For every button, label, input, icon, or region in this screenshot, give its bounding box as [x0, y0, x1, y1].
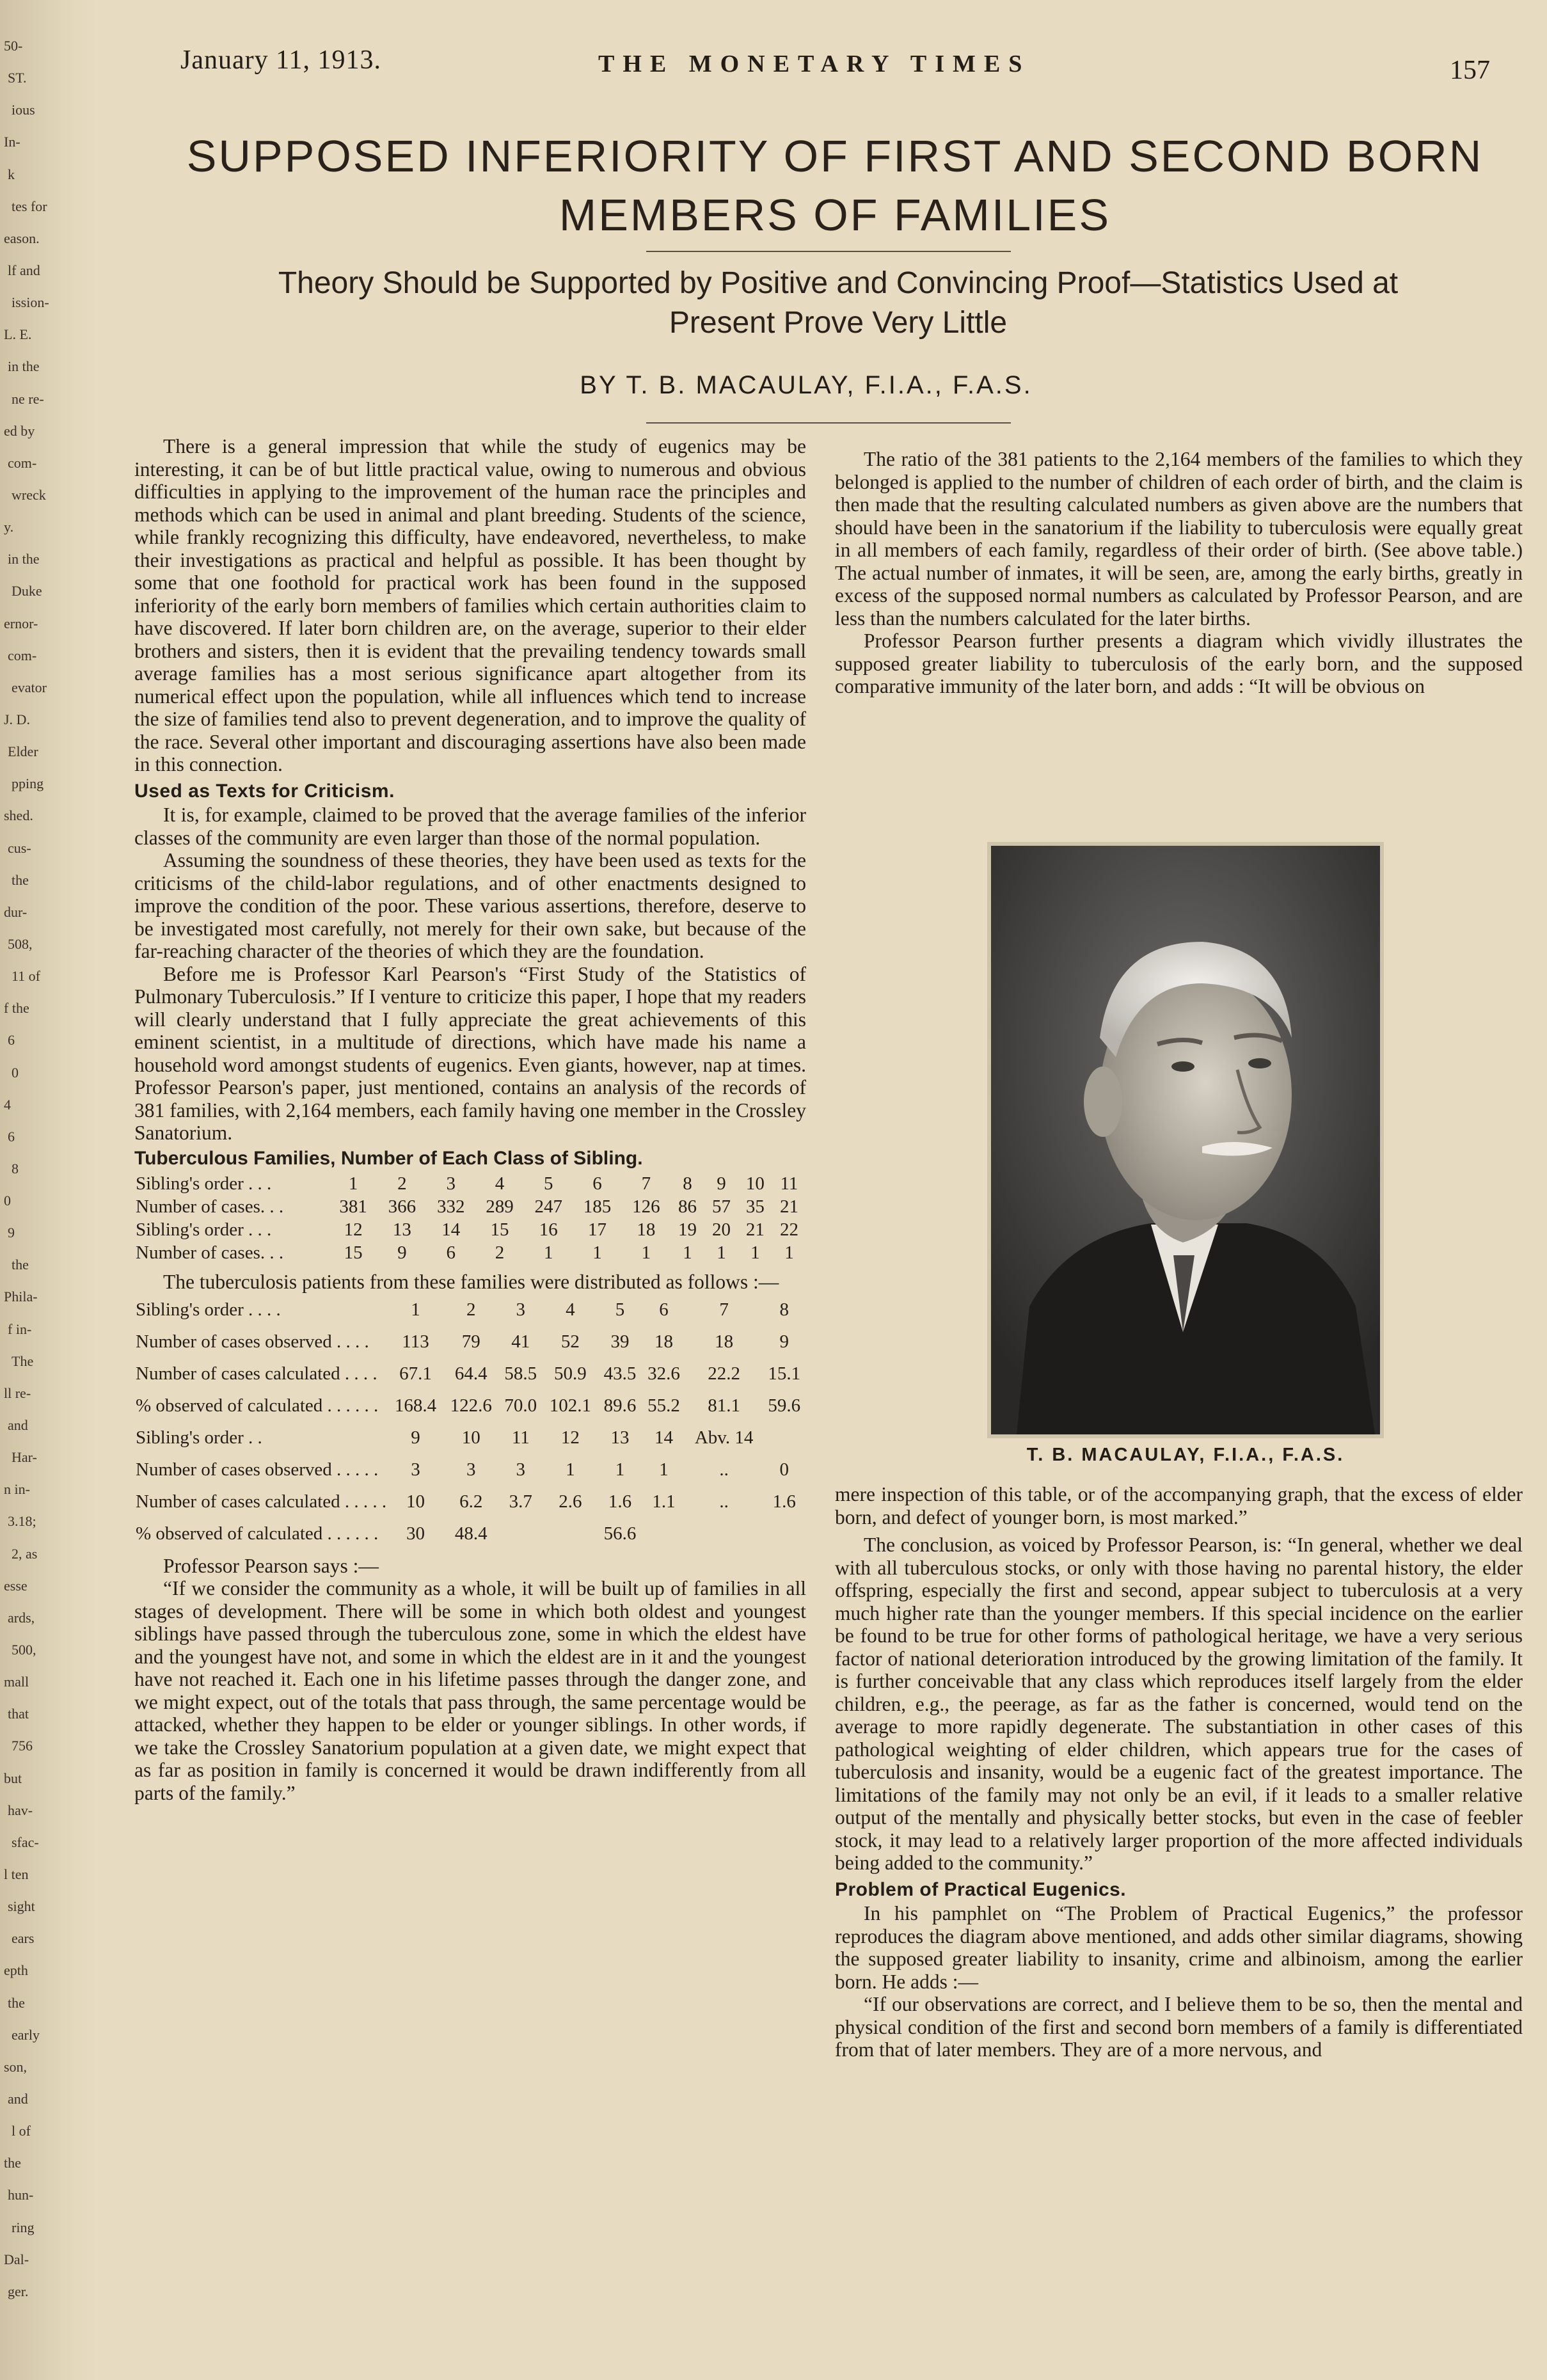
gutter-fragment: sight: [8, 1898, 35, 1915]
gutter-fragment: ST.: [8, 70, 27, 86]
gutter-fragment: esse: [4, 1577, 28, 1594]
table-cell: 9: [717, 1173, 726, 1194]
table-caption: Tuberculous Families, Number of Each Class of Sibling.: [134, 1147, 643, 1169]
table-cell: 1.1: [652, 1491, 676, 1512]
table-cell: 5: [615, 1299, 625, 1320]
table-cell: 22: [779, 1219, 798, 1240]
row-label: % observed of calculated . . . . . .: [136, 1523, 379, 1544]
gutter-fragment: that: [8, 1706, 29, 1722]
gutter-fragment: ission-: [12, 294, 49, 311]
row-label: % observed of calculated . . . . . .: [136, 1395, 379, 1416]
table-cell: 4: [566, 1299, 575, 1320]
table-cell: 41: [511, 1331, 530, 1352]
paragraph: Assuming the soundness of these theories, they have been used as texts for the criticisms of the child-labor regulations, and of other enactments designed to improve the condition of the poor. These various assertions, therefore, deserve to be investigated most carefully, not merely for their own sake, but because of the far-reaching character of the theories of which they are the foundation.: [134, 849, 806, 962]
table-row: [134, 1390, 806, 1422]
table-cell: 16: [539, 1219, 558, 1240]
table-cell: 3: [466, 1459, 476, 1480]
table-row: [134, 1486, 806, 1518]
table-cell: 48.4: [454, 1523, 488, 1544]
subheading: Problem of Practical Eugenics.: [835, 1878, 1127, 1900]
table-cell: 50.9: [554, 1363, 587, 1384]
table-cell: 2: [466, 1299, 476, 1320]
quoted-paragraph: “If our observations are correct, and I believe them to be so, then the mental and physical condition of the first and second born members of a family is differentiated from that of later members. They are of a more nervous, and: [835, 1993, 1523, 2061]
gutter-fragment: dur-: [4, 903, 28, 920]
gutter-fragment: in the: [8, 358, 40, 375]
gutter-fragment: ears: [12, 1930, 35, 1947]
gutter-fragment: n in-: [4, 1481, 30, 1498]
deck-line-2: Present Prove Very Little: [669, 306, 1008, 340]
gutter-fragment: 11 of: [12, 968, 41, 985]
table-cell: 11: [780, 1173, 798, 1194]
table-row: [134, 1358, 806, 1390]
table-cell: 30: [406, 1523, 425, 1544]
gutter-fragment: ger.: [8, 2283, 29, 2299]
issue-date: January 11, 1913.: [180, 45, 382, 75]
table-cell: 1: [659, 1459, 669, 1480]
table-cell: 168.4: [394, 1395, 437, 1416]
table-cell: 1: [717, 1242, 726, 1263]
headline-line-1: SUPPOSED INFERIORITY OF FIRST AND SECOND BORN: [186, 131, 1484, 181]
table-cell: 9: [397, 1242, 407, 1263]
table-row: [134, 1218, 806, 1241]
table-row: [134, 1241, 806, 1264]
table-cell: 2: [495, 1242, 505, 1263]
table-cell: 4: [495, 1173, 505, 1194]
table-cell: 57: [711, 1196, 731, 1217]
table-cell: 1.6: [608, 1491, 632, 1512]
quoted-paragraph: “If we consider the community as a whole, it will be built up of families in all stages of development. There will be some in which both oldest and youngest siblings have passed through the tuberculous zone, some in which the eldest have and the youngest have not, and some in which the eldest are in it and the youngest have not reached it. Each one in his lifetime passes through the danger zone, and we might expect, out of the totals that pass through, the same percentage would be attacked, whether they happen to be elder or younger siblings. In other words, if we take the Crossley Sanatorium population at a given date, we might expect that as far as position in family is concerned it would be drawn indifferently from all parts of the family.”: [134, 1577, 806, 1804]
right-column-top: [835, 448, 1523, 698]
table-cell: 64.4: [454, 1363, 488, 1384]
gutter-fragment: l ten: [4, 1866, 29, 1883]
gutter-fragment: com-: [8, 647, 37, 663]
gutter-fragment: 756: [12, 1738, 33, 1754]
table-cell: 8: [683, 1173, 692, 1194]
table-cell: [642, 1518, 686, 1550]
gutter-fragment: evator: [12, 679, 47, 695]
table-cell: 10: [745, 1173, 765, 1194]
gutter-fragment: Phila-: [4, 1289, 38, 1305]
table-cell: 21: [779, 1196, 798, 1217]
table-cell: 7: [641, 1173, 651, 1194]
gutter-fragment: f in-: [8, 1321, 32, 1337]
table-cell: 14: [441, 1219, 461, 1240]
gutter-fragment: early: [12, 2026, 40, 2043]
table-cell: 122.6: [450, 1395, 492, 1416]
table-cell: 12: [560, 1427, 580, 1448]
paragraph: In his pamphlet on “The Problem of Practical Eugenics,” the professor reproduces the diagram above mentioned, and adds other similar diagrams, showing the supposed greater liability to insanity, crime and albinoism, among the earlier born. He adds :—: [835, 1902, 1523, 1993]
right-column-bottom: [835, 1483, 1523, 2061]
table-cell: 81.1: [708, 1395, 740, 1416]
byline: BY T. B. MACAULAY, F.I.A., F.A.S.: [580, 371, 1033, 399]
table-cell: 1: [544, 1242, 553, 1263]
masthead: THE MONETARY TIMES: [598, 51, 1031, 77]
gutter-fragment: in the: [8, 551, 40, 567]
row-label: Number of cases observed . . . . .: [136, 1459, 379, 1480]
table-cell: 332: [436, 1196, 465, 1217]
table-cell: 13: [610, 1427, 630, 1448]
table-cell: 21: [745, 1219, 765, 1240]
paragraph: The conclusion, as voiced by Professor Pearson, is: “In general, whether we deal with all tuberculous stocks, or only with those having no parental history, the elder offspring, especially the first and second, appear subject to tuberculosis at a very much higher rate than the younger members. If this special incidence on the earlier be found to be true for other forms of pathological heritage, we have a very serious factor of national deterioration introduced by the growing limitation of the family. It is further conceivable that any class which reproduces itself largely from the elder children, e.g., the peerage, as far as the father is concerned, would tend on the average to more rapidly degenerate. The substantiation in other cases of this pathological weighting of elder children, which appears true for the cases of tuberculosis and insanity, would be a eugenic fact of the greatest importance. The limitations of the family may not only be an evil, if it leads to a smaller relative output of the mentally and physically better stocks, but even in the case of feebler stock, it may lead to a relatively larger proportion of the more affected individuals being added to the community.”: [835, 1534, 1523, 1874]
table-cell: 22.2: [708, 1363, 740, 1384]
row-label: Sibling's order . . .: [136, 1173, 272, 1194]
gutter-fragment: J. D.: [4, 711, 30, 727]
article-deck: [147, 264, 1529, 343]
table-cell: 9: [411, 1427, 420, 1448]
table-cell: 1: [683, 1242, 692, 1263]
paragraph: The tuberculosis patients from these families were distributed as follows :—: [163, 1271, 779, 1293]
row-label: Number of cases. . .: [136, 1196, 284, 1217]
table-row: [134, 1294, 806, 1326]
table-cell: 113: [402, 1331, 429, 1352]
paragraph: There is a general impression that while the study of eugenics may be interesting, it can be of but little practical value, owing to numerous and obvious difficulties in applying to the improvement of the human race the principles and methods which can be used in animal and plant breeding. Students of the science, while frankly recognizing this difficulty, have endeavored, nevertheless, to make their investigations as practical and helpful as possible. It has been thought by some that one foothold for practical work has been found in the supposed inferiority of the early born members of families which certain authorities claim to have discovered. If later born children are, on the average, superior to their elder brothers and sisters, then it is evident that the prevailing tendency towards small average families has a most serious significance apart altogether from its numerical effect upon the population, while all influences which tend to increase the size of families tend also to prevent degeneration, and to improve the quality of the race. Several other important and discouraging assertions have also been made in this connection.: [134, 435, 806, 775]
gutter-fragment: cus-: [8, 839, 31, 856]
row-label: Number of cases calculated . . . . .: [136, 1491, 387, 1512]
gutter-fragment: f the: [4, 1000, 29, 1017]
table-cell: 1.6: [772, 1491, 796, 1512]
gutter-fragment: 0: [4, 1193, 11, 1209]
gutter-fragment: hun-: [8, 2187, 34, 2203]
gutter-fragment: 6: [8, 1032, 15, 1049]
gutter-fragment: 9: [8, 1225, 15, 1241]
table-cell: 89.6: [603, 1395, 637, 1416]
table-cell: 1: [784, 1242, 794, 1263]
row-label: Sibling's order . . .: [136, 1219, 272, 1240]
gutter-fragment: 508,: [8, 935, 33, 952]
table-cell: 102.1: [549, 1395, 592, 1416]
gutter-fragment: Har-: [12, 1449, 37, 1466]
table-cell: 3: [516, 1459, 526, 1480]
table-cell: 1: [411, 1299, 420, 1320]
row-label: Number of cases observed . . . .: [136, 1331, 369, 1352]
table-cell: 70.0: [504, 1395, 537, 1416]
left-column: [134, 435, 806, 1804]
table-cell: 7: [719, 1299, 729, 1320]
row-label: Number of cases calculated . . . .: [136, 1363, 377, 1384]
table-cell: 20: [711, 1219, 731, 1240]
gutter-fragment: shed.: [4, 807, 33, 824]
sibling-count-table: [134, 1172, 806, 1264]
gutter-fragment: ring: [12, 2219, 35, 2235]
gutter-fragment: k: [8, 166, 15, 182]
table-cell: 5: [544, 1173, 553, 1194]
table-cell: 15: [344, 1242, 363, 1263]
paragraph: mere inspection of this table, or of the accompanying graph, that the excess of elder born, and defect of younger born, is most marked.”: [835, 1483, 1523, 1528]
table-cell: 185: [583, 1196, 612, 1217]
portrait-image: [991, 846, 1380, 1434]
table-cell: 58.5: [504, 1363, 537, 1384]
table-cell: 3: [446, 1173, 456, 1194]
paragraph: It is, for example, claimed to be proved that the average families of the inferior classes of the community are even larger than those of the normal population.: [134, 804, 806, 849]
gutter-fragment: ious: [12, 102, 35, 118]
table-cell: 366: [388, 1196, 416, 1217]
table-cell: 55.2: [647, 1395, 680, 1416]
gutter-fragment: and: [8, 2091, 28, 2107]
headline-line-2: MEMBERS OF FAMILIES: [559, 190, 1111, 240]
table-cell: 10: [406, 1491, 425, 1512]
table-cell: 247: [534, 1196, 563, 1217]
table-cell: 12: [344, 1219, 363, 1240]
table-cell: 56.6: [603, 1523, 637, 1544]
table-cell: ..: [719, 1491, 729, 1512]
table-cell: 6: [659, 1299, 669, 1320]
table-cell: 79: [461, 1331, 480, 1352]
table-cell: 289: [486, 1196, 514, 1217]
gutter-fragment: ernor-: [4, 615, 38, 631]
table-row: [134, 1195, 806, 1218]
table-cell: 67.1: [399, 1363, 432, 1384]
table-cell: 1: [348, 1173, 358, 1194]
gutter-fragment: epth: [4, 1962, 28, 1979]
gutter-fragment: the: [12, 1257, 29, 1273]
row-label: Sibling's order . . . .: [136, 1299, 281, 1320]
table-cell: 1: [566, 1459, 575, 1480]
table-cell: 13: [392, 1219, 411, 1240]
gutter-fragment: 3.18;: [8, 1513, 36, 1530]
table-cell: 17: [588, 1219, 607, 1240]
portrait-caption: T. B. MACAULAY, F.I.A., F.A.S.: [1026, 1445, 1345, 1465]
table-cell: 52: [560, 1331, 580, 1352]
table-row: [134, 1326, 806, 1358]
table-cell: 381: [339, 1196, 367, 1217]
patients-distribution-table: [134, 1294, 806, 1550]
gutter-fragment: son,: [4, 2058, 28, 2075]
table-cell: 6.2: [459, 1491, 483, 1512]
row-label: Number of cases. . .: [136, 1242, 284, 1263]
table-cell: [762, 1422, 806, 1454]
table-cell: 19: [678, 1219, 697, 1240]
gutter-fragment: The: [12, 1353, 34, 1369]
gutter-fragment: 50-: [4, 38, 23, 54]
table-cell: [543, 1518, 598, 1550]
table-cell: [762, 1518, 806, 1550]
gutter-fragment: l of: [12, 2123, 31, 2139]
paragraph: The ratio of the 381 patients to the 2,164 members of the families to which they belonged is applied to the number of children of each order of birth, and the claim is then made that the resulting calculated numbers as given above are the numbers that should have been in the sanatorium if the liability to tuberculosis were equally great in all members of each family, regardless of their order of birth. (See above table.) The actual number of inmates, it will be seen, are, among the early births, greatly in excess of the supposed normal numbers as calculated by Professor Pearson, and are less than the numbers calculated for the later births.: [835, 448, 1523, 630]
page-number: 157: [1450, 56, 1490, 85]
gutter-fragment: mall: [4, 1674, 29, 1690]
table-cell: 6: [592, 1173, 602, 1194]
table-row: [134, 1172, 806, 1195]
author-portrait: [987, 842, 1384, 1438]
table-cell: 39: [610, 1331, 630, 1352]
gutter-fragment: L. E.: [4, 326, 32, 343]
table-cell: 3.7: [509, 1491, 532, 1512]
deck-line-1: Theory Should be Supported by Positive and Convincing Proof—Statistics Used at: [278, 266, 1399, 300]
gutter-fragment: wreck: [12, 486, 46, 503]
gutter-fragment: 6: [8, 1128, 15, 1145]
table-row: [134, 1518, 806, 1550]
table-cell: 59.6: [768, 1395, 801, 1416]
gutter-fragment: tes for: [12, 198, 47, 214]
table-cell: [686, 1518, 763, 1550]
gutter-fragment: 0: [12, 1064, 19, 1081]
table-cell: 15: [490, 1219, 509, 1240]
byline-rule: [646, 422, 1011, 424]
paragraph: Before me is Professor Karl Pearson's “First Study of the Statistics of Pulmonary Tuberculosis.” If I venture to criticize this paper, I hope that my readers will clearly understand that I fully appreciate the great achievements of this eminent scientist, in a multitude of directions, which have made his name a household word amongst students of eugenics. Even giants, however, nap at times. Professor Pearson's paper, just mentioned, contains an analysis of the records of 381 families, with 2,164 members, each family having one member in the Crossley Sanatorium.: [134, 962, 806, 1144]
adjacent-page-gutter: [0, 0, 96, 2380]
table-cell: 8: [779, 1299, 789, 1320]
table-cell: [499, 1518, 543, 1550]
gutter-fragment: but: [4, 1770, 22, 1786]
table-cell: 18: [637, 1219, 656, 1240]
table-cell: 1: [641, 1242, 651, 1263]
gutter-fragment: the: [12, 871, 29, 888]
gutter-fragment: eason.: [4, 230, 40, 246]
table-row: [134, 1454, 806, 1486]
table-cell: 18: [654, 1331, 674, 1352]
table-cell: 126: [632, 1196, 660, 1217]
table-cell: 14: [654, 1427, 674, 1448]
table-cell: 2.6: [559, 1491, 582, 1512]
table-cell: 3: [516, 1299, 526, 1320]
paragraph: Professor Pearson says :—: [163, 1554, 379, 1577]
gutter-fragment: 2, as: [12, 1545, 38, 1562]
gutter-fragment: In-: [4, 134, 20, 150]
gutter-fragment: pping: [12, 775, 44, 792]
gutter-fragment: y.: [4, 519, 14, 536]
headline-rule: [646, 251, 1011, 252]
table-cell: 18: [715, 1331, 734, 1352]
table-cell: 11: [511, 1427, 530, 1448]
gutter-fragment: the: [8, 1994, 25, 2011]
gutter-fragment: lf and: [8, 262, 40, 278]
gutter-fragment: 8: [12, 1160, 19, 1177]
table-row: [134, 1422, 806, 1454]
gutter-fragment: sfac-: [12, 1834, 39, 1850]
table-cell: 86: [678, 1196, 697, 1217]
table-cell: Abv. 14: [694, 1427, 754, 1448]
gutter-fragment: the: [4, 2155, 21, 2171]
paragraph: Professor Pearson further presents a diagram which vividly illustrates the supposed greater liability to tuberculosis of the early born, and the supposed comparative immunity of the later born, and adds : “It will be obvious on: [835, 630, 1523, 697]
table-cell: 0: [779, 1459, 789, 1480]
table-cell: 32.6: [647, 1363, 680, 1384]
gutter-fragment: Dal-: [4, 2251, 29, 2267]
table-cell: 3: [411, 1459, 420, 1480]
gutter-fragment: ed by: [4, 422, 35, 439]
table-cell: 35: [745, 1196, 765, 1217]
gutter-fragment: 500,: [12, 1642, 36, 1658]
gutter-fragment: ards,: [8, 1609, 35, 1626]
table-cell: ..: [719, 1459, 729, 1480]
gutter-fragment: hav-: [8, 1802, 33, 1818]
subheading: Used as Texts for Criticism.: [134, 780, 395, 802]
gutter-fragment: 4: [4, 1096, 11, 1113]
table-cell: 6: [446, 1242, 456, 1263]
row-label: Sibling's order . .: [136, 1427, 262, 1448]
gutter-fragment: ll re-: [4, 1384, 31, 1401]
table-cell: 43.5: [603, 1363, 637, 1384]
table-cell: 15.1: [768, 1363, 801, 1384]
table-cell: 1: [615, 1459, 625, 1480]
gutter-fragment: Duke: [12, 583, 42, 599]
table-cell: 1: [750, 1242, 760, 1263]
table-cell: 10: [461, 1427, 480, 1448]
table-cell: 9: [779, 1331, 789, 1352]
table-cell: 2: [397, 1173, 407, 1194]
article-headline: [134, 127, 1535, 244]
table-cell: 1: [592, 1242, 602, 1263]
gutter-fragment: ne re-: [12, 390, 44, 407]
gutter-fragment: Elder: [8, 743, 38, 760]
gutter-fragment: com-: [8, 454, 37, 471]
gutter-fragment: and: [8, 1417, 28, 1434]
